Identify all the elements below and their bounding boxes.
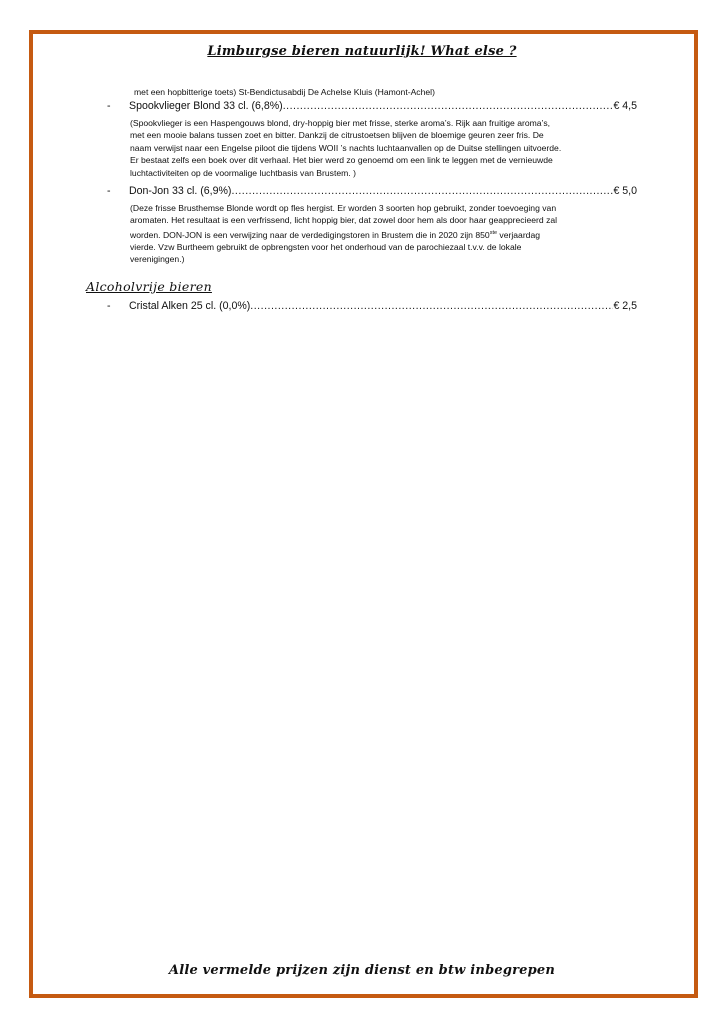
footer-note: Alle vermelde prijzen zijn dienst en btw inbegrepen: [168, 963, 556, 978]
bullet-dash: -: [107, 300, 111, 312]
dot-leader: [283, 100, 614, 112]
item-name: Don-Jon 33 cl. (6,9%): [129, 185, 232, 197]
menu-item-don-jon: [107, 185, 637, 197]
description-line: naam verwijst naar een Engelse piloot die tijdens WOII ’s nachts luchtaanvallen op de Duitse stellingen uitvoerde.: [130, 142, 562, 153]
dot-leader: [250, 300, 613, 312]
menu-item-spookvlieger: [107, 100, 637, 112]
description-line: met een mooie balans tussen zoet en bitter. Dankzij de citrustoetsen blijven de bloemige geuren zeer fris. De: [130, 130, 544, 141]
item-description: [130, 117, 640, 179]
description-line: Er bestaat zelfs een boek over dit verhaal. Het bier werd zo genoemd om een link te leggen met de vernieuwde: [130, 155, 553, 166]
description-line: aromaten. Het resultaat is een verfrissend, licht hoppig bier, dat zowel door hem als door haar geapprecieerd zal: [130, 215, 558, 226]
item-price: € 4,5: [613, 100, 637, 112]
item-price: € 2,5: [613, 300, 637, 312]
item-name: Cristal Alken 25 cl. (0,0%): [129, 300, 251, 312]
description-line: luchtactiviteiten op de voormalige luchtbasis van Brustem. ): [130, 167, 356, 178]
description-text: worden. DON-JON is een verwijzing naar de verdedigingstoren in Brustem die in 2020 zijn 850: [130, 229, 490, 240]
description-line: (Spookvlieger is een Haspengouws blond, dry-hoppig bier met frisse, sterke aroma’s. Rijk aan fruitige aroma’s,: [130, 118, 551, 128]
item-price: € 5,0: [613, 185, 637, 197]
menu-item-cristal-alken: [107, 300, 637, 312]
description-text: verjaardag: [497, 229, 541, 240]
description-line: [130, 227, 640, 241]
item-name: Spookvlieger Blond 33 cl. (6,8%): [129, 100, 283, 112]
description-line: (Deze frisse Brusthemse Blonde wordt op fles hergist. Er worden 3 soorten hop gebruikt, zonder toevoeging van: [130, 203, 557, 213]
section-title: Alcoholvrije bieren: [86, 279, 212, 294]
superscript: ste: [489, 229, 498, 236]
bullet-dash: -: [107, 100, 111, 112]
dot-leader: [231, 185, 613, 197]
description-line: verenigingen.): [130, 254, 185, 265]
page-title: Limburgse bieren natuurlijk! What else ?: [207, 44, 517, 59]
continuation-text: met een hopbitterige toets) St-Bendictusabdij De Achelse Kluis (Hamont-Achel): [134, 87, 435, 97]
bullet-dash: -: [107, 185, 111, 197]
description-line: vierde. Vzw Burtheem gebruikt de opbrengsten voor het onderhoud van de parochiezaal t.v.v. de lokale: [130, 242, 522, 253]
item-description: [130, 202, 640, 266]
